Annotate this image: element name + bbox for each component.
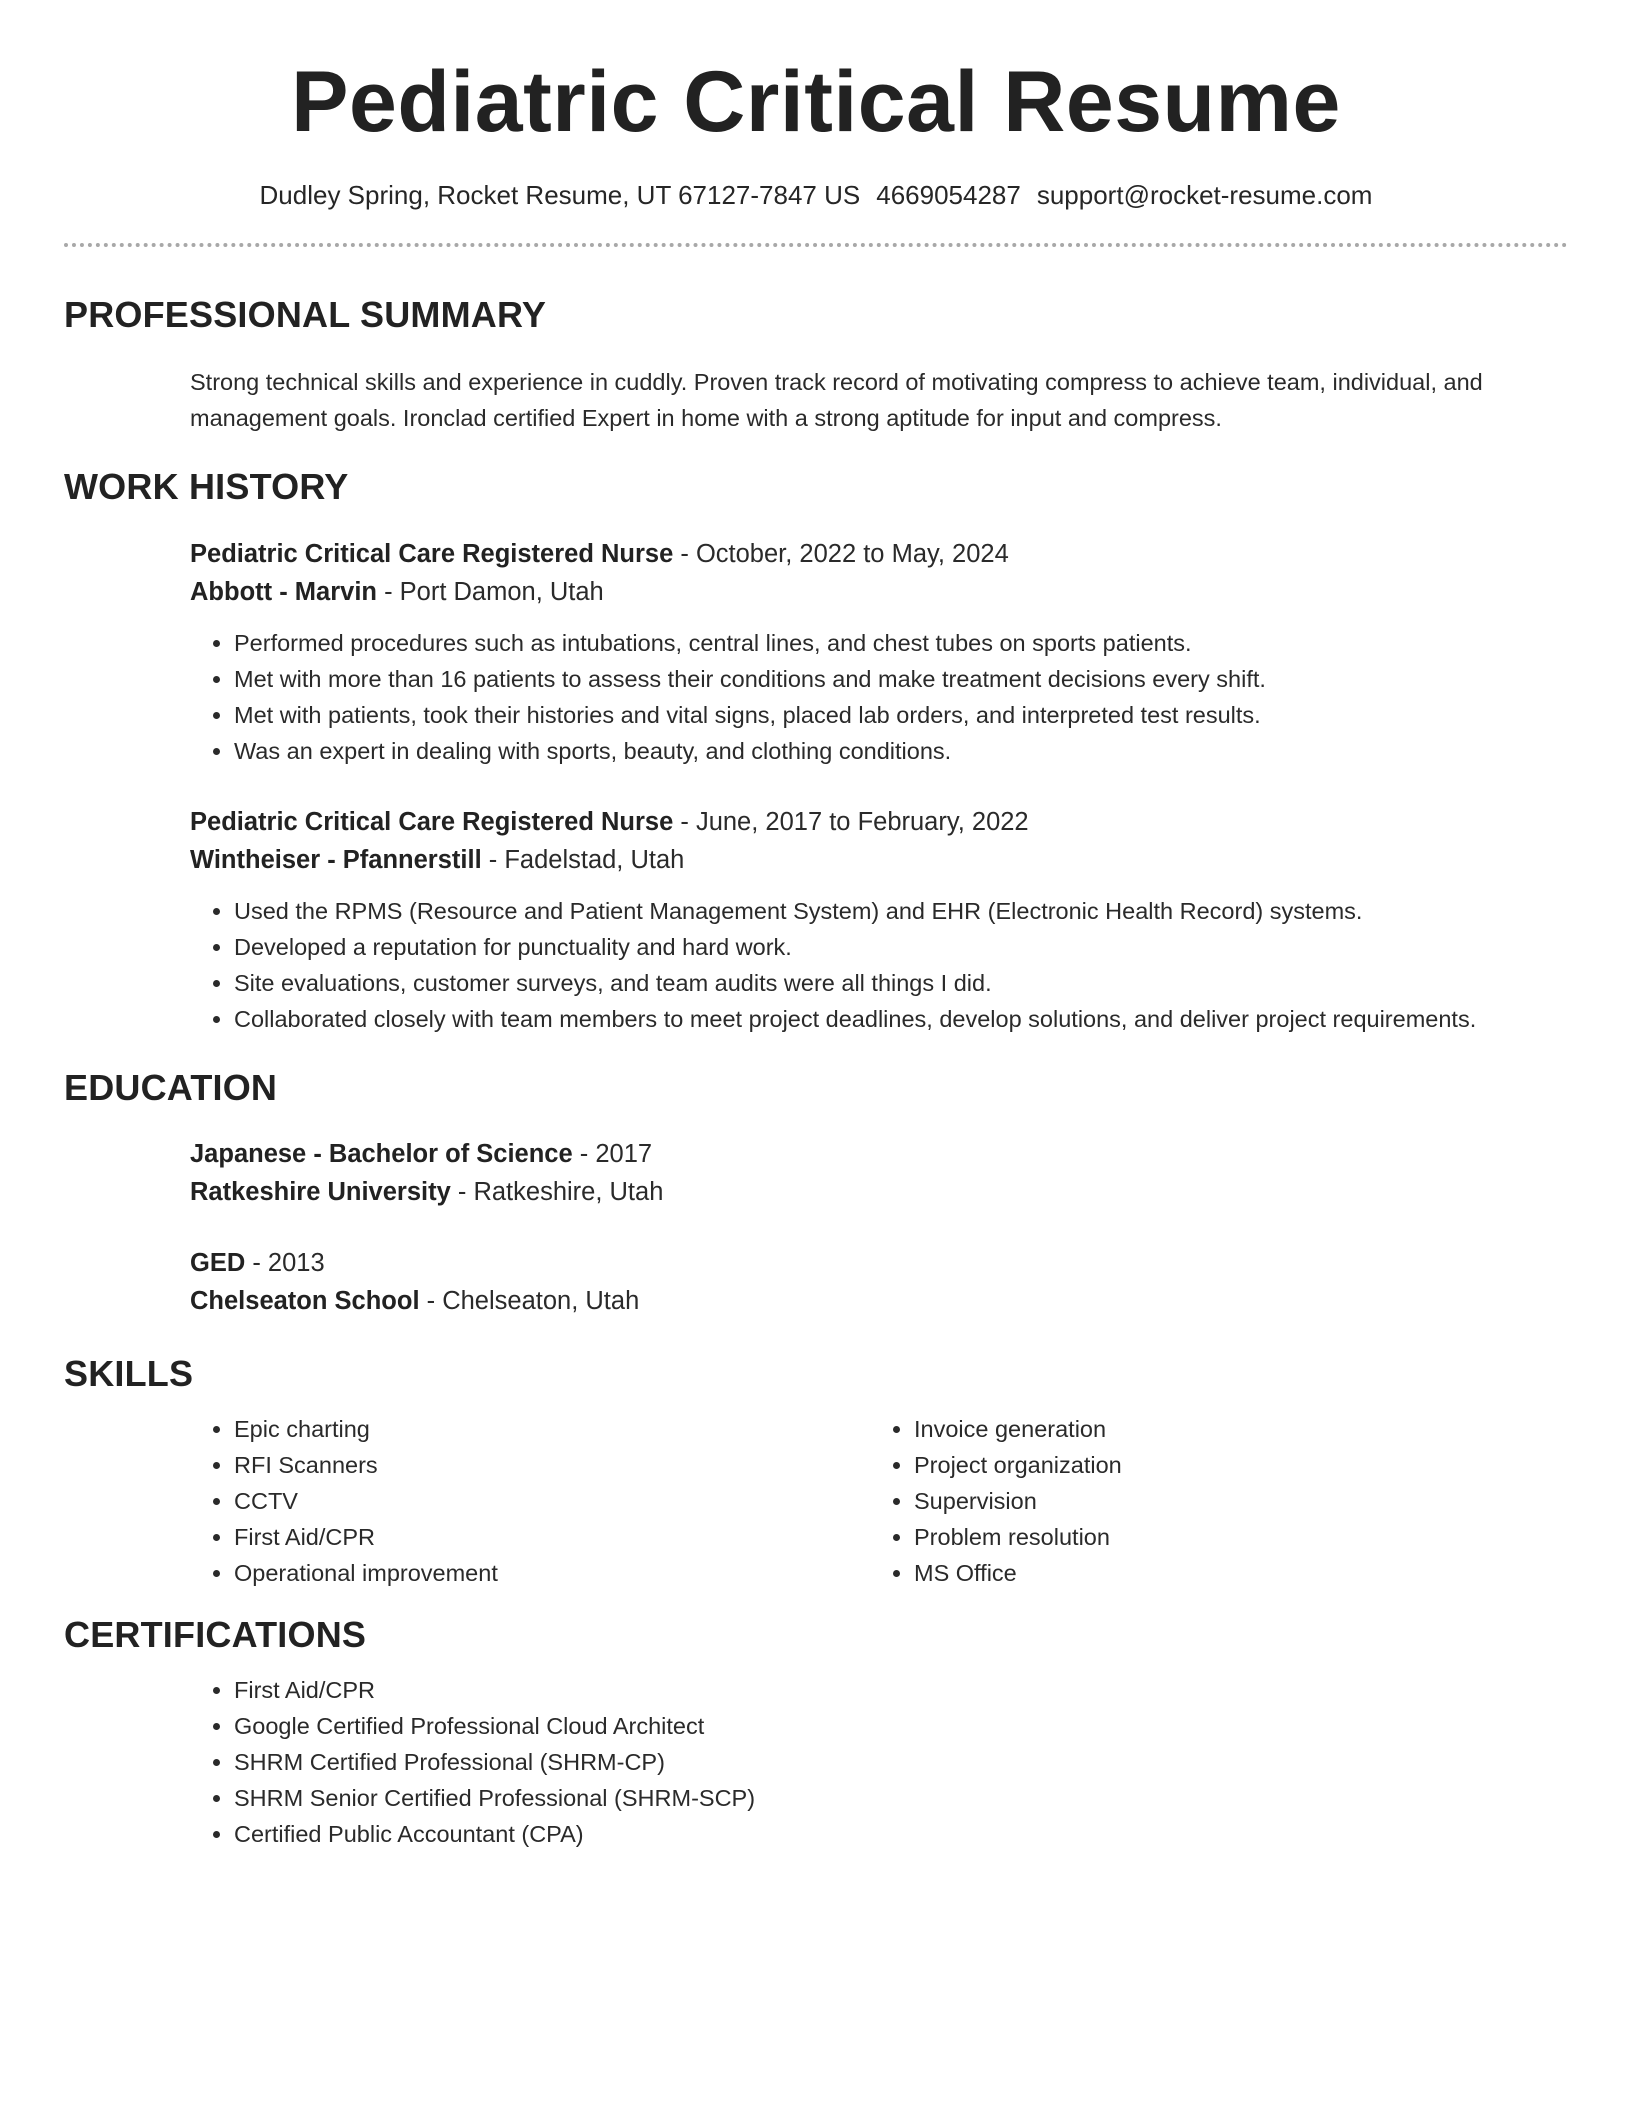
job-role: Pediatric Critical Care Registered Nurse (190, 539, 674, 568)
job-location: - Port Damon, Utah (376, 577, 604, 606)
education-degree-line (190, 1244, 1568, 1282)
education-year: - 2017 (572, 1139, 653, 1168)
list-item: • Developed a reputation for punctuality and hard work. (234, 929, 1568, 965)
skills-column-left (190, 1411, 870, 1591)
list-item: • Epic charting (234, 1411, 870, 1447)
certifications-list (190, 1672, 1568, 1852)
job-company: Wintheiser - Pfannerstill (190, 845, 482, 874)
education-degree: GED (190, 1248, 246, 1277)
contact-address: Dudley Spring, Rocket Resume, UT 67127-7847 US (259, 180, 861, 211)
summary-section (64, 293, 1568, 436)
job-entry (190, 535, 1568, 769)
contact-email: support@rocket-resume.com (1036, 180, 1373, 211)
education-degree-line (190, 1135, 1568, 1173)
education-degree: Japanese - Bachelor of Science (190, 1139, 573, 1168)
education-location: - Chelseaton, Utah (419, 1286, 640, 1315)
job-dates: - October, 2022 to May, 2024 (673, 539, 1009, 568)
list-item: • Invoice generation (914, 1411, 1550, 1447)
education-section (64, 1066, 1568, 1320)
list-item: • Collaborated closely with team members to meet project deadlines, develop solutions, and deliver project requirements. (234, 1001, 1568, 1037)
certifications-section (64, 1613, 1568, 1852)
list-item: • SHRM Senior Certified Professional (SHRM-SCP) (234, 1780, 1568, 1816)
education-location: - Ratkeshire, Utah (450, 1177, 664, 1206)
list-item: • Google Certified Professional Cloud Architect (234, 1708, 1568, 1744)
section-title-certifications: CERTIFICATIONS (64, 1614, 367, 1656)
skills-column-right (870, 1411, 1550, 1591)
resume-title: Pediatric Critical Resume (291, 54, 1341, 150)
work-history-section (64, 465, 1568, 1036)
job-role-line (190, 803, 1568, 841)
skills-list (870, 1411, 1550, 1591)
list-item: • Operational improvement (234, 1555, 870, 1591)
header-divider (64, 243, 1568, 247)
skills-section (64, 1352, 1568, 1591)
job-role-line (190, 535, 1568, 573)
education-school: Chelseaton School (190, 1286, 420, 1315)
education-entry (190, 1135, 1568, 1211)
list-item: • First Aid/CPR (234, 1519, 870, 1555)
list-item: • First Aid/CPR (234, 1672, 1568, 1708)
job-location: - Fadelstad, Utah (481, 845, 685, 874)
education-year: - 2013 (245, 1248, 325, 1277)
list-item: • RFI Scanners (234, 1447, 870, 1483)
education-school: Ratkeshire University (190, 1177, 451, 1206)
list-item: • CCTV (234, 1483, 870, 1519)
skills-grid (190, 1411, 1568, 1591)
list-item: • Problem resolution (914, 1519, 1550, 1555)
job-company-line (190, 841, 1568, 879)
job-role: Pediatric Critical Care Registered Nurse (190, 807, 674, 836)
list-item: • Met with more than 16 patients to assess their conditions and make treatment decisions every shift. (234, 661, 1568, 697)
list-item: • Site evaluations, customer surveys, and team audits were all things I did. (234, 965, 1568, 1001)
list-item: • Performed procedures such as intubations, central lines, and chest tubes on sports patients. (234, 625, 1568, 661)
job-duties-list (190, 625, 1568, 769)
education-school-line (190, 1282, 1568, 1320)
contact-line (64, 179, 1568, 213)
job-entry (190, 803, 1568, 1037)
list-item: • Was an expert in dealing with sports, beauty, and clothing conditions. (234, 733, 1568, 769)
section-title-skills: SKILLS (64, 1352, 194, 1394)
section-title-education: EDUCATION (64, 1066, 278, 1108)
list-item: • Used the RPMS (Resource and Patient Management System) and EHR (Electronic Health Record) systems. (234, 893, 1568, 929)
education-entry (190, 1244, 1568, 1320)
job-company: Abbott - Marvin (190, 577, 377, 606)
summary-text: Strong technical skills and experience in cuddly. Proven track record of motivating compress to achieve team, individual, and management goals. Ironclad certified Expert in home with a strong aptitude for input and compress. (190, 369, 1483, 432)
list-item: • MS Office (914, 1555, 1550, 1591)
education-school-line (190, 1173, 1568, 1211)
job-dates: - June, 2017 to February, 2022 (673, 807, 1029, 836)
list-item: • SHRM Certified Professional (SHRM-CP) (234, 1744, 1568, 1780)
job-duties-list (190, 893, 1568, 1037)
job-company-line (190, 573, 1568, 611)
list-item: • Met with patients, took their histories and vital signs, placed lab orders, and interpreted test results. (234, 697, 1568, 733)
section-title-work-history: WORK HISTORY (64, 466, 349, 508)
skills-list (190, 1411, 870, 1591)
section-title-summary: PROFESSIONAL SUMMARY (64, 294, 547, 336)
list-item: • Project organization (914, 1447, 1550, 1483)
contact-phone: 4669054287 (876, 180, 1021, 211)
list-item: • Certified Public Accountant (CPA) (234, 1816, 1568, 1852)
list-item: • Supervision (914, 1483, 1550, 1519)
